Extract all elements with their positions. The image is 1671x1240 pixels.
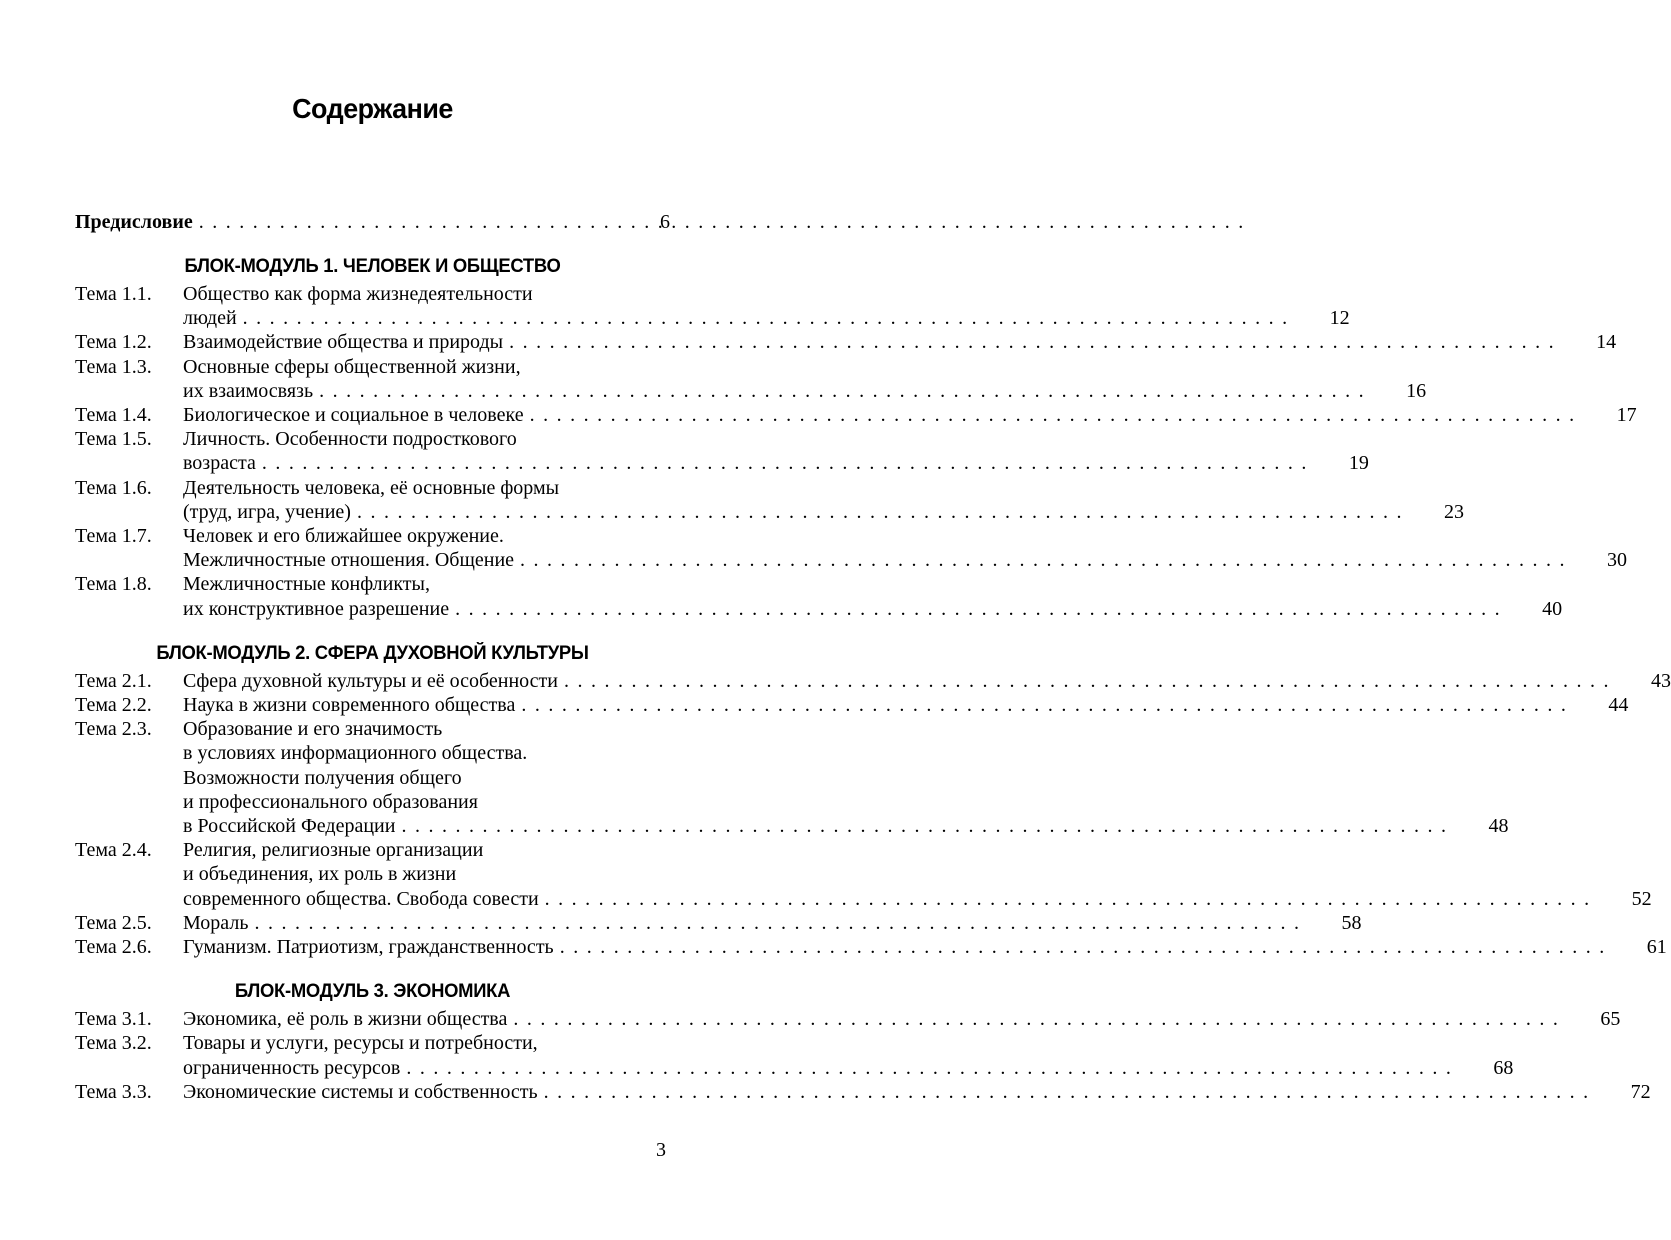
toc-entry [75,838,1652,911]
entry-text: Экономические системы и собственность [183,1080,538,1103]
entry-line: Возможности получения общего [183,766,462,789]
entry-text: Мораль [183,911,249,934]
entry-page-number: 72 [1630,1080,1651,1103]
section-heading: БЛОК-МОДУЛЬ 2. СФЕРА ДУХОВНОЙ КУЛЬТУРЫ [156,642,589,664]
entry-line [183,597,1562,621]
entry-page-number: 16 [1406,379,1427,402]
entry-body [183,403,1637,427]
entry-page-number: 58 [1341,911,1362,934]
toc-entry [75,717,1509,838]
section-heading: БЛОК-МОДУЛЬ 1. ЧЕЛОВЕК И ОБЩЕСТВО [184,256,561,277]
entry-line [183,887,1652,911]
dot-leader [406,1056,1459,1080]
toc-entry [75,669,1671,693]
toc-entry [75,524,1628,572]
entry-label: Тема 1.3. [75,355,152,378]
dot-leader [262,451,1315,475]
entry-text: людей [183,307,237,330]
toc-entry [75,355,1427,403]
entry-label: Тема 1.6. [75,476,152,499]
entry-line [183,1056,1513,1080]
entry-body [183,1007,1620,1031]
entry-line [183,814,1508,838]
toc-entry [75,935,1667,959]
entry-text: возраста [183,452,256,475]
footer-page-number: 3 [656,1139,666,1161]
entry-body [183,572,1562,620]
toc-entry [75,572,1563,620]
page-title: Содержание [292,93,453,124]
entry-label: Тема 3.3. [75,1080,152,1103]
toc-entry [75,1007,1621,1031]
entry-line: Личность. Особенности подросткового [183,428,517,451]
entry-text: Экономика, её роль в жизни общества [183,1008,508,1031]
dot-leader [319,379,1372,403]
entry-body [183,838,1652,911]
entry-page-number: 19 [1348,452,1369,475]
dot-leader [509,330,1562,354]
entry-line [183,330,1616,354]
entry-line [183,403,1637,427]
dot-leader [544,1080,1597,1104]
entry-line: Религия, религиозные организации [183,839,484,862]
entry-line [183,1080,1651,1104]
entry-page-number: 65 [1600,1008,1621,1031]
dot-leader [401,814,1454,838]
entry-text: их конструктивное разрешение [183,597,450,620]
toc-entry [75,1080,1651,1104]
entry-text: Наука в жизни современного общества [183,694,516,717]
entry-label: Тема 1.8. [75,573,152,596]
preface-row [75,210,670,234]
section-heading: БЛОК-МОДУЛЬ 3. ЭКОНОМИКА [234,981,511,1003]
entry-label: Тема 2.5. [75,911,152,934]
entry-text: Межличностные отношения. Общение [183,549,515,572]
entry-body [183,717,1508,838]
toc-entry [75,693,1629,717]
entry-line: Общество как форма жизнедеятельности [183,283,533,305]
dot-leader [455,597,1508,621]
dot-leader [564,669,1617,693]
entry-text: ограниченность ресурсов [183,1056,401,1079]
dot-leader [530,403,1583,427]
entry-line [183,451,1369,475]
preface-page-number: 6 [660,211,670,233]
dot-leader [199,210,616,234]
entry-text: современного общества. Свобода совести [183,887,539,910]
toc-entry [75,427,1369,475]
entry-body [183,669,1671,693]
entry-text: их взаимосвязь [183,379,314,402]
entry-line: Образование и его значимость [183,718,443,741]
dot-leader [560,935,1613,959]
entry-line [183,693,1628,717]
entry-body [183,427,1369,475]
entry-page-number: 43 [1650,669,1671,692]
entry-page-number: 30 [1607,549,1628,572]
entry-page-number: 52 [1631,887,1652,910]
entry-label: Тема 2.1. [75,669,152,692]
entry-text: в Российской Федерации [183,815,396,838]
entry-line [183,935,1667,959]
entry-page-number: 44 [1608,694,1629,717]
entry-label: Тема 2.3. [75,718,152,741]
dot-leader [513,1007,1566,1031]
entry-body [183,282,1350,330]
dot-leader [243,306,1296,330]
entry-label: Тема 1.5. [75,428,152,451]
entry-label: Тема 1.7. [75,525,152,548]
entry-text: Сфера духовной культуры и её особенности [183,669,558,692]
entry-body [183,355,1426,403]
entry-line: и объединения, их роль в жизни [183,863,457,886]
entry-label: Тема 2.4. [75,839,152,862]
entry-body [183,524,1627,572]
toc-entry [75,330,1617,354]
entry-line [183,500,1464,524]
entry-line: в условиях информационного общества. [183,742,528,765]
toc-entry [75,403,1637,427]
entry-line: Деятельность человека, её основные формы [183,476,560,499]
entry-body [183,1031,1513,1079]
toc-entry [75,282,1350,330]
entry-line: Межличностные конфликты, [183,573,430,596]
entry-line [183,911,1361,935]
entry-label: Тема 1.1. [75,283,152,305]
entry-body [183,911,1361,935]
entry-page-number: 17 [1616,404,1637,427]
entry-line: и профессионального образования [183,790,478,813]
toc-entry [75,1031,1514,1079]
entry-body [183,693,1628,717]
entry-text: Гуманизм. Патриотизм, гражданственность [183,936,554,959]
entry-line: Товары и услуги, ресурсы и потребности, [183,1032,538,1055]
entry-text: (труд, игра, учение) [183,500,351,523]
entry-line [183,548,1627,572]
entry-body [183,330,1616,354]
entry-label: Тема 3.2. [75,1032,152,1055]
entry-page-number: 48 [1488,815,1509,838]
entry-line [183,379,1426,403]
entry-label: Тема 1.4. [75,404,152,427]
entry-page-number: 40 [1542,597,1563,620]
toc-entry [75,476,1464,524]
dot-leader [357,500,1410,524]
toc-sections [75,255,1671,1104]
entry-line: Основные сферы общественной жизни, [183,355,521,378]
toc-page [75,0,1671,1104]
entry-body [183,935,1667,959]
preface-label: Предисловие [75,211,193,233]
entry-label: Тема 2.2. [75,694,152,717]
entry-line [183,1007,1620,1031]
toc-entry [75,911,1362,935]
entry-line [183,669,1671,693]
entry-text: Биологическое и социальное в человеке [183,404,524,427]
dot-leader [545,887,1598,911]
entry-page-number: 61 [1646,936,1667,959]
entry-line [183,306,1350,330]
entry-page-number: 68 [1493,1056,1514,1079]
entry-text: Взаимодействие общества и природы [183,331,504,354]
dot-leader [520,548,1573,572]
entry-page-number: 14 [1596,331,1617,354]
dot-leader [521,693,1574,717]
entry-page-number: 12 [1329,307,1350,330]
dot-leader [254,911,1307,935]
entry-label: Тема 1.2. [75,331,152,354]
entry-line: Человек и его ближайшее окружение. [183,525,504,548]
entry-page-number: 23 [1443,500,1464,523]
entry-body [183,476,1464,524]
entry-label: Тема 2.6. [75,936,152,959]
entry-body [183,1080,1651,1104]
entry-label: Тема 3.1. [75,1008,152,1031]
